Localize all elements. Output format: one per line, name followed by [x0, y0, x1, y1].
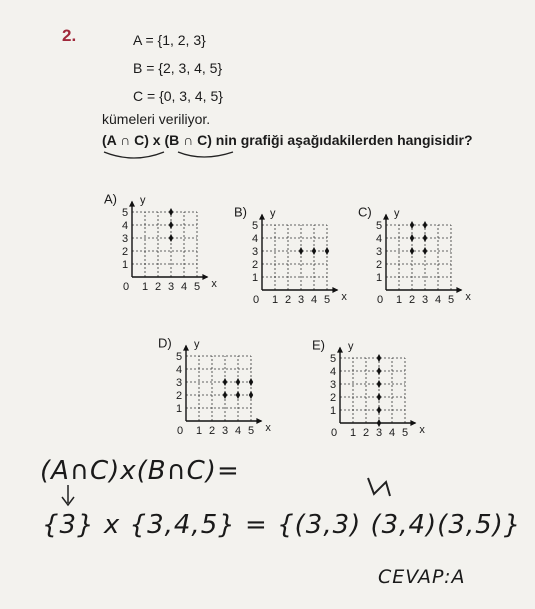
- x-tick-label: 3: [222, 425, 229, 437]
- y-tick-label: 4: [252, 233, 259, 245]
- x-tick-label: 3: [168, 281, 175, 293]
- set-c: C = {0, 3, 4, 5}: [133, 88, 223, 104]
- y-tick-label: 2: [176, 390, 183, 402]
- x-tick-label: 5: [324, 294, 331, 306]
- y-tick-label: 4: [176, 364, 183, 376]
- option-label: C): [358, 204, 372, 220]
- x-tick-label: 1: [142, 281, 149, 293]
- y-tick-label: 1: [376, 272, 383, 284]
- x-axis-label: x: [211, 278, 217, 290]
- y-axis-label: y: [348, 340, 354, 353]
- question-number: 2.: [62, 26, 77, 45]
- origin-label: 0: [177, 425, 184, 437]
- x-tick-label: 1: [196, 425, 203, 437]
- check-mark-icon: [368, 478, 390, 496]
- y-tick-label: 1: [330, 405, 337, 417]
- y-axis-label: y: [270, 207, 276, 220]
- x-tick-label: 4: [311, 294, 318, 306]
- y-tick-label: 2: [376, 259, 383, 271]
- x-tick-label: 2: [409, 294, 416, 306]
- handwritten-line-1: (A∩C)x(B∩C)=: [40, 456, 240, 486]
- intro-text: kümeleri veriliyor.: [102, 111, 211, 127]
- y-tick-label: 3: [122, 233, 129, 245]
- x-axis-label: x: [419, 424, 425, 436]
- x-axis-label: x: [341, 291, 347, 303]
- origin-label: 0: [123, 281, 130, 293]
- set-a: A = {1, 2, 3}: [133, 32, 206, 48]
- y-tick-label: 5: [330, 353, 337, 365]
- option-label: E): [312, 337, 325, 353]
- x-tick-label: 3: [298, 294, 305, 306]
- x-tick-label: 3: [376, 427, 383, 439]
- option-label: A): [104, 191, 117, 207]
- x-tick-label: 2: [285, 294, 292, 306]
- down-arrow-icon: [62, 485, 74, 505]
- x-tick-label: 5: [448, 294, 455, 306]
- brace-underline-1: [104, 152, 164, 158]
- option-label: D): [158, 335, 172, 351]
- y-tick-label: 1: [252, 272, 259, 284]
- origin-label: 0: [331, 427, 338, 439]
- y-tick-label: 5: [376, 220, 383, 232]
- y-tick-label: 4: [330, 366, 337, 378]
- x-tick-label: 1: [350, 427, 357, 439]
- y-tick-label: 2: [330, 392, 337, 404]
- x-tick-label: 2: [363, 427, 370, 439]
- y-tick-label: 3: [376, 246, 383, 258]
- x-axis-label: x: [465, 291, 471, 303]
- brace-underline-2: [178, 152, 233, 157]
- y-tick-label: 2: [252, 259, 259, 271]
- y-tick-label: 3: [176, 377, 183, 389]
- x-tick-label: 2: [209, 425, 216, 437]
- y-axis-label: y: [394, 207, 400, 220]
- x-axis-label: x: [265, 422, 271, 434]
- handwritten-answer: CEVAP:A: [378, 566, 466, 588]
- x-tick-label: 4: [181, 281, 188, 293]
- handwritten-line-2: {3} x {3,4,5} = {(3,3) (3,4)(3,5)}: [42, 510, 522, 540]
- option-label: B): [234, 204, 247, 220]
- origin-label: 0: [253, 294, 260, 306]
- x-tick-label: 2: [155, 281, 162, 293]
- y-tick-label: 5: [176, 351, 183, 363]
- x-tick-label: 4: [435, 294, 442, 306]
- question-prompt: (A ∩ C) x (B ∩ C) nin grafiği aşağıdakilerden hangisidir?: [102, 132, 473, 148]
- x-tick-label: 3: [422, 294, 429, 306]
- y-tick-label: 5: [252, 220, 259, 232]
- x-tick-label: 1: [272, 294, 279, 306]
- x-tick-label: 5: [248, 425, 255, 437]
- y-tick-label: 3: [252, 246, 259, 258]
- set-b: B = {2, 3, 4, 5}: [133, 60, 223, 76]
- y-tick-label: 2: [122, 246, 129, 258]
- origin-label: 0: [377, 294, 384, 306]
- y-tick-label: 4: [122, 220, 129, 232]
- y-tick-label: 3: [330, 379, 337, 391]
- y-axis-label: y: [194, 338, 200, 351]
- y-tick-label: 5: [122, 207, 129, 219]
- x-tick-label: 4: [389, 427, 396, 439]
- x-tick-label: 1: [396, 294, 403, 306]
- x-tick-label: 4: [235, 425, 242, 437]
- x-tick-label: 5: [402, 427, 409, 439]
- y-axis-label: y: [140, 194, 146, 207]
- y-tick-label: 1: [176, 403, 183, 415]
- x-tick-label: 5: [194, 281, 201, 293]
- y-tick-label: 1: [122, 259, 129, 271]
- y-tick-label: 4: [376, 233, 383, 245]
